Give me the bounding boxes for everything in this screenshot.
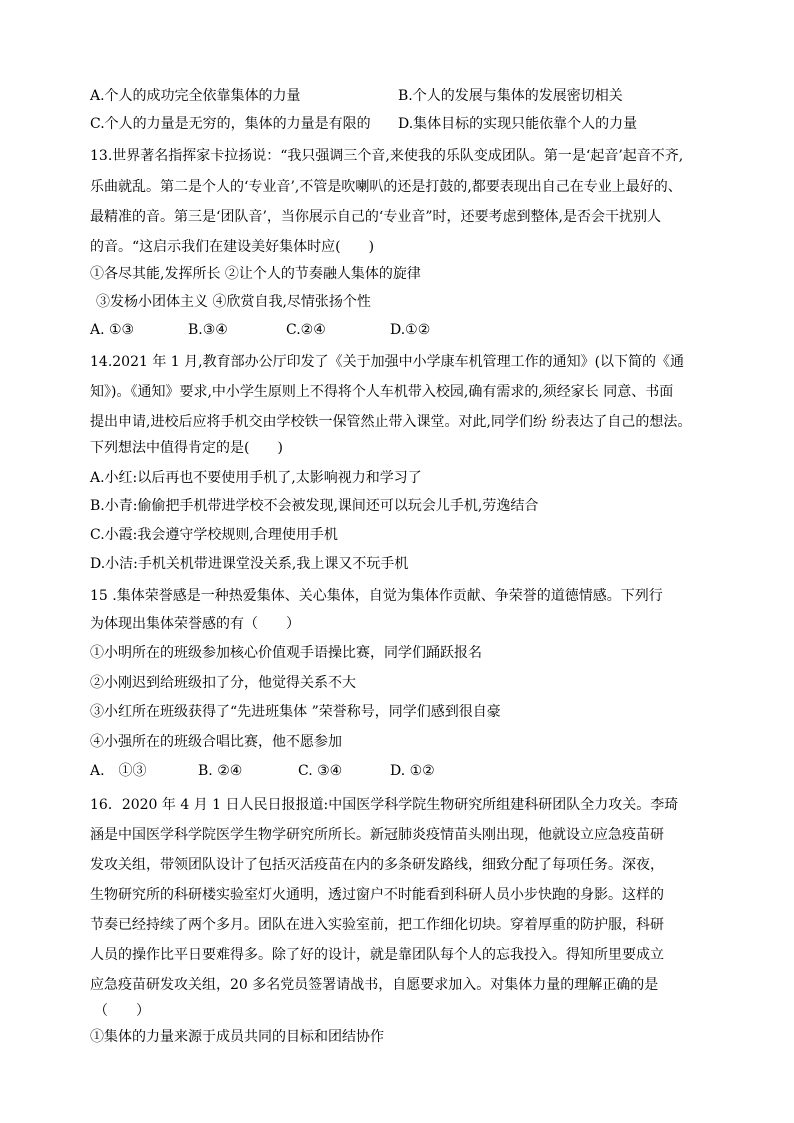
q15-option-a: A. ①③ bbox=[90, 763, 147, 779]
q12-option-a: A.个人的成功完全依靠集体的力量 bbox=[90, 88, 301, 104]
q14-option-d: D.小洁:手机关机带进课堂没关系,我上课又不玩手机 bbox=[90, 556, 409, 572]
q13-stem-line: 的音。“这启示我们在建设美好集体时应( ) bbox=[90, 239, 375, 255]
q13-stem-line: 最精准的音。第三是‘团队音’，当你展示自己的‘专业音”时，还要考虑到整体,是否会干扰别人 bbox=[90, 209, 661, 225]
q13-option-d: D.①② bbox=[390, 322, 431, 338]
q15-option-d: D. ①② bbox=[390, 763, 435, 779]
q15-stem-line: 为体现出集体荣誉感的有（ ） bbox=[90, 616, 300, 632]
q14-option-b: B.小青:偷偷把手机带进学校不会被发现,课间还可以玩会儿手机,劳逸结合 bbox=[90, 498, 539, 514]
q16-stem-line: 应急疫苗研发攻关组，20 多名党员签署请战书，自愿要求加入。对集体力量的理解正确的是 bbox=[90, 977, 659, 993]
q13-stem-line: 乐曲就乱。第二是个人的‘专业音’,不管是吹喇叭的还是打鼓的,都要表现出自己在专业上最好的、 bbox=[90, 179, 682, 195]
q13-stem-line: 13.世界著名指挥家卡拉扬说：“我只强调三个音,来使我的乐队变成团队。第一是‘起音’起音不齐, bbox=[90, 148, 684, 164]
q12-option-d: D.集体目标的实现只能依靠个人的力量 bbox=[398, 116, 638, 132]
q13-item: ③发杨小团体主义 ④欣赏自我,尽情张扬个性 bbox=[96, 294, 371, 310]
q15-option-b: B. ②④ bbox=[198, 763, 243, 779]
q16-stem-line: 生物研究所的科研楼实验室灯火通明，透过窗户不时能看到科研人员小步快跑的身影。这样的 bbox=[90, 887, 664, 903]
q15-item: ③小红所在班级获得了“先进班集体 ”荣誉称号，同学们感到很自豪 bbox=[90, 704, 501, 720]
q12-option-b: B.个人的发展与集体的发展密切相关 bbox=[398, 88, 623, 104]
q15-stem-line: 15 .集体荣誉感是一种热爱集体、关心集体，自觉为集体作贡献、争荣誉的道德情感。下列行 bbox=[90, 588, 663, 604]
q16-stem-line: 发攻关组，带领团队设计了包括灭活疫苗在内的多条研发路线，细致分配了每项任务。深夜， bbox=[90, 857, 664, 873]
q14-option-a: A.小红:以后再也不要使用手机了,太影响视力和学习了 bbox=[90, 470, 422, 486]
q13-option-b: B.③④ bbox=[188, 322, 228, 338]
q14-stem-line: 下列想法中值得肯定的是( ) bbox=[90, 440, 283, 456]
q14-stem-line: 知》)。《通知》要求,中小学生原则上不得将个人车机带入校园,确有需求的,须经家长 同意、书面 bbox=[90, 384, 674, 400]
q13-item: ①各尽其能,发挥所长 ②让个人的节奏融人集体的旋律 bbox=[90, 266, 421, 282]
q13-option-a: A. ①③ bbox=[90, 322, 135, 338]
q16-stem-line: 16．2020 年 4 月 1 日人民日报报道:中国医学科学院生物研究所组建科研团队全力攻关。李琦 bbox=[90, 797, 679, 813]
q15-item: ①小明所在的班级参加核心价值观手语操比赛，同学们踊跃报名 bbox=[90, 645, 482, 661]
q14-stem-line: 14.2021 年 1 月,教育部办公厅印发了《关于加强中小学康车机管理工作的通知》(以下简的《通 bbox=[90, 354, 685, 370]
q14-option-c: C.小霞:我会遵守学校规则,合理使用手机 bbox=[90, 527, 338, 543]
q15-item: ②小刚迟到给班级扣了分，他觉得关系不大 bbox=[90, 675, 356, 691]
q16-stem-line: 涵是中国医学科学院医学生物学研究所所长。新冠肺炎疫情苗头刚出现，他就设立应急疫苗研 bbox=[90, 827, 664, 843]
q13-option-c: C.②④ bbox=[286, 322, 326, 338]
q16-stem-line: 人员的操作比平日要难得多。除了好的设计，就是靠团队每个人的忘我投入。得知所里要成立 bbox=[90, 947, 664, 963]
q16-stem-line: （ ） bbox=[94, 1003, 150, 1019]
q15-item: ④小强所在的班级合唱比赛，他不愿参加 bbox=[90, 734, 342, 750]
q16-item: ①集体的力量来源于成员共同的目标和团结协作 bbox=[90, 1029, 384, 1045]
q12-option-c: C.个人的力量是无穷的，集体的力量是有限的 bbox=[90, 116, 371, 132]
q14-stem-line: 提出申请,进校后应将手机交由学校铁一保管然止带入课堂。对此,同学们纷 纷表达了自己的想法。 bbox=[90, 414, 692, 430]
q16-stem-line: 节奏已经持续了两个多月。团队在进入实验室前，把工作细化切块。穿着厚重的防护服，科研 bbox=[90, 917, 664, 933]
q15-option-c: C. ③④ bbox=[298, 763, 343, 779]
